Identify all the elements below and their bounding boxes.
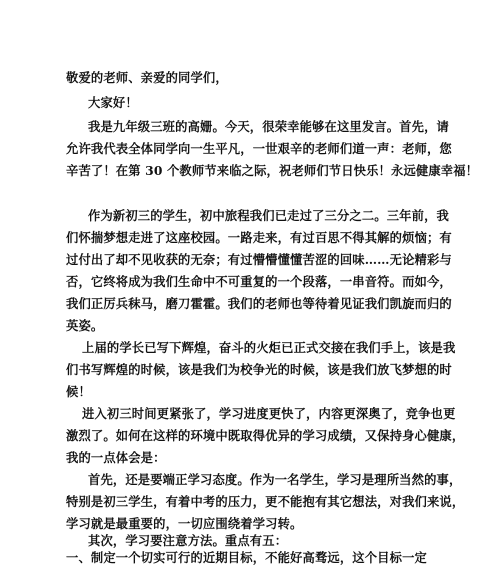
paragraph-line: 允许我代表全体同学向一生平凡，一世艰辛的老师们道一声：老师，您 [66, 141, 452, 156]
paragraph-line: 我是九年级三班的高姗。今天，很荣幸能够在这里发言。首先，请 [88, 119, 449, 134]
paragraph-line: 上届的学长已写下辉煌，奋斗的火炬已正式交接在我们手上，该是我 [82, 340, 456, 355]
paragraph-line: 们怀揣梦想走进了这座校园。一路走来，有过百思不得其解的烦恼；有 [66, 230, 452, 245]
paragraph-line: 我们正厉兵秣马，磨刀霍霍。我们的老师也等待着见证我们凯旋而归的 [66, 296, 452, 311]
paragraph-line: 特别是初三学生，有着中考的压力，更不能抱有其它想法，对我们来说， [66, 494, 465, 509]
paragraph-line: 一、制定一个切实可行的近期目标，不能好高骛远，这个目标一定 [66, 550, 427, 565]
paragraph-line: 学习就是最重要的，一切应围绕着学习转。 [66, 516, 303, 531]
paragraph-line: 过付出了却不见收获的无奈；有过懵懵懂懂苦涩的回味……无论精彩与 [66, 252, 452, 267]
paragraph-line: 首先，还是要端正学习态度。作为一名学生，学习是理所当然的事， [88, 472, 462, 487]
paragraph-line: 作为新初三的学生，初中旅程我们已走过了三分之二。三年前，我 [88, 208, 449, 223]
paragraph-line: 辛苦了！在第 30 个教师节来临之际，祝老师们节日快乐！永远健康幸福！ [66, 163, 479, 178]
paragraph-line: 我的一点体会是： [66, 450, 166, 465]
paragraph-line: 否，它终将成为我们生命中不可重复的一个段落，一串音符。而如今， [66, 274, 452, 289]
paragraph-line: 们书写辉煌的时候，该是我们为校争光的时候，该是我们放飞梦想的时 [66, 362, 452, 377]
paragraph-line: 激烈了。如何在这样的环境中既取得优异的学习成绩，又保持身心健康， [66, 428, 465, 443]
greeting-line: 敬爱的老师、亲爱的同学们， [66, 70, 228, 85]
paragraph-line: 英姿。 [66, 318, 104, 333]
paragraph-line: 进入初三时间更紧张了，学习进度更快了，内容更深奥了，竞争也更 [82, 406, 456, 421]
salutation-line: 大家好！ [88, 95, 138, 110]
paragraph-line: 其次，学习要注意方法。重点有五： [88, 533, 288, 548]
paragraph-line: 候！ [66, 384, 91, 399]
